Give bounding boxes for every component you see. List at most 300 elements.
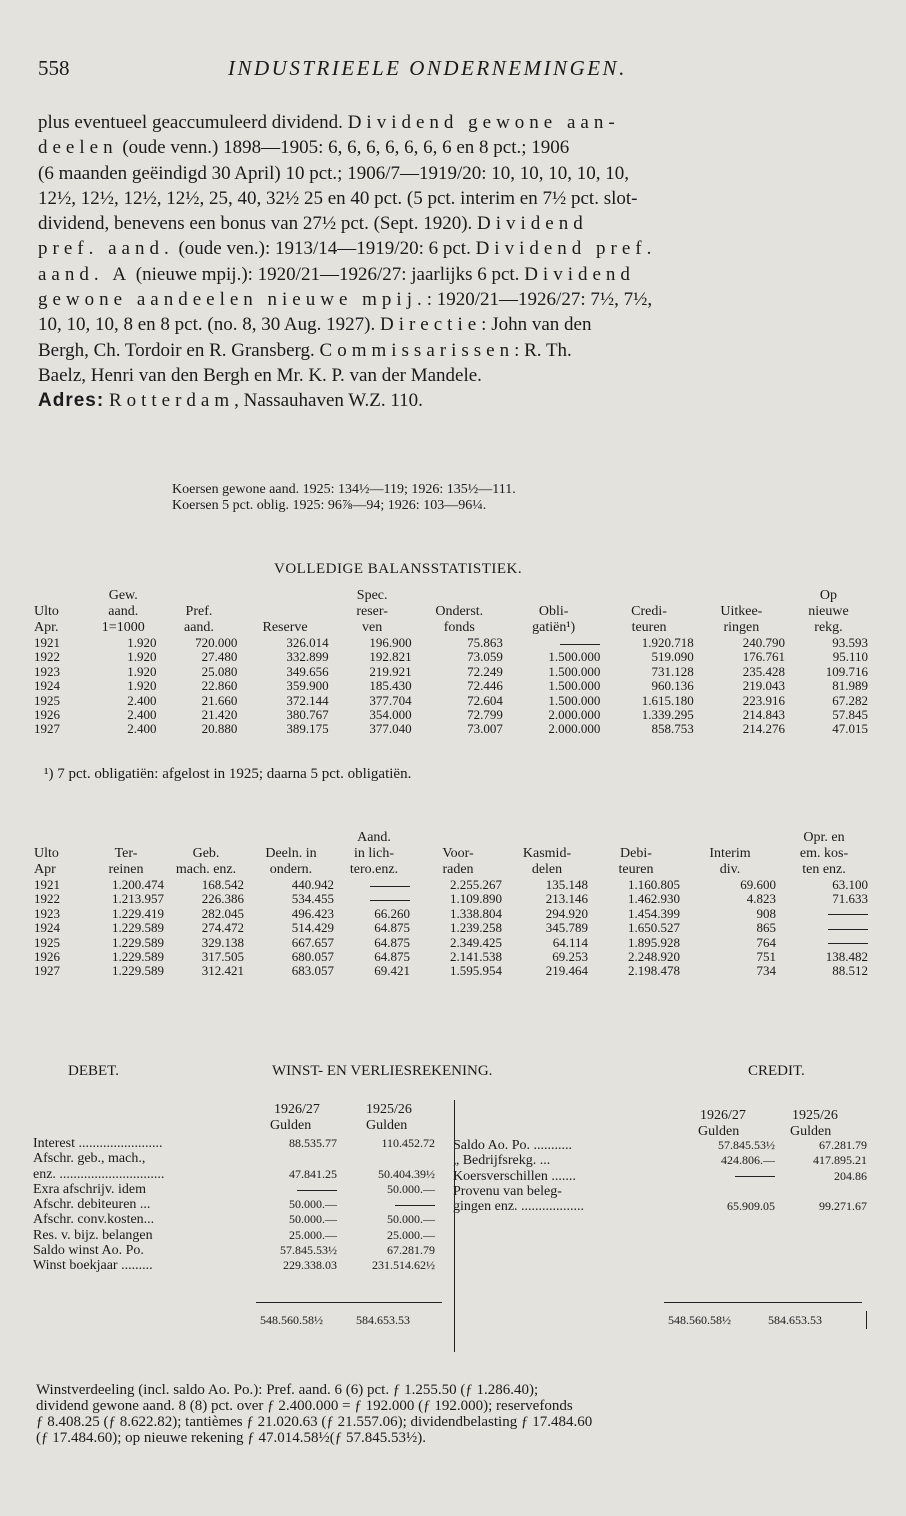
activa-cell: 317.505 bbox=[201, 949, 244, 965]
credit-cell: 417.895.21 bbox=[813, 1153, 867, 1168]
activa-cell: 1921 bbox=[34, 877, 60, 892]
balans-cell: 1925 bbox=[34, 692, 60, 708]
balans-cell: 1922 bbox=[34, 649, 60, 665]
debet-cell bbox=[340, 1151, 438, 1166]
activa-cell: 66.260 bbox=[374, 905, 410, 921]
activa-cell: 69.600 bbox=[740, 877, 776, 892]
debet-cell: 25.000.— bbox=[289, 1227, 337, 1242]
body-line bbox=[38, 236, 870, 261]
dash-mark bbox=[828, 914, 868, 915]
balans-header-cell: nieuwe bbox=[808, 604, 849, 619]
balans-header-row bbox=[32, 588, 870, 604]
balans-cell: 72.249 bbox=[467, 663, 503, 679]
balans-cell: 1.920 bbox=[127, 649, 157, 665]
credit-row bbox=[450, 1184, 870, 1199]
credit-cell: 67.281.79 bbox=[819, 1138, 867, 1152]
credit-cell: 204.86 bbox=[834, 1168, 867, 1183]
credit-unit-a: Gulden bbox=[698, 1124, 740, 1139]
footer-line: dividend gewone aand. 8 (8) pct. over ƒ 2.400.000 = ƒ 192.000 (ƒ 192.000); reservefonds bbox=[36, 1398, 573, 1414]
debet-cell: Winst boekjaar ......... bbox=[33, 1258, 153, 1274]
credit-row bbox=[450, 1199, 870, 1214]
balans-cell: 2.000.000 bbox=[548, 707, 601, 723]
balans-header-cell: aand. bbox=[183, 620, 214, 635]
dash-mark bbox=[828, 943, 868, 944]
balans-header-cell: Ulto bbox=[34, 604, 59, 619]
body-segment: aand. A bbox=[38, 263, 132, 285]
balans-cell: 219.921 bbox=[369, 663, 412, 679]
body-segment: (oude ven.): 1913/14—1919/20: 6 pct. bbox=[173, 238, 476, 260]
balans-row bbox=[32, 665, 870, 679]
body-line bbox=[38, 211, 870, 236]
debet-year-a: 1926/27 bbox=[274, 1102, 320, 1117]
credit-table bbox=[450, 1138, 870, 1214]
debet-cell bbox=[340, 1197, 438, 1212]
activa-header-cell: Aand. bbox=[357, 830, 391, 845]
debet-total-rule bbox=[256, 1302, 442, 1303]
body-segment: Rotterdam bbox=[108, 390, 235, 412]
activa-cell: 1.160.805 bbox=[628, 877, 680, 892]
balans-cell: 95.110 bbox=[832, 649, 868, 665]
body-line bbox=[38, 110, 870, 135]
activa-header-cell: tero.enz. bbox=[349, 862, 399, 877]
balans-cell: 377.040 bbox=[369, 721, 412, 737]
activa-row bbox=[32, 921, 870, 935]
credit-row bbox=[450, 1169, 870, 1184]
debet-cell: Saldo winst Ao. Po. bbox=[33, 1243, 144, 1259]
activa-cell: 1926 bbox=[34, 949, 60, 965]
balans-row bbox=[32, 679, 870, 693]
debet-row bbox=[30, 1228, 438, 1243]
activa-header-cell: mach. enz. bbox=[175, 862, 237, 877]
balans-cell: 214.276 bbox=[742, 721, 785, 737]
balans-cell: 73.007 bbox=[467, 721, 503, 737]
body-segment: Adres: bbox=[38, 390, 105, 412]
credit-total-b: 584.653.53 bbox=[768, 1313, 822, 1327]
activa-cell: 64.875 bbox=[374, 949, 410, 965]
activa-cell bbox=[778, 907, 870, 921]
activa-cell: 1.229.589 bbox=[112, 934, 164, 950]
body-line bbox=[38, 135, 870, 160]
debet-label: DEBET. bbox=[68, 1063, 119, 1079]
balans-cell: 1926 bbox=[34, 707, 60, 723]
balans-cell: 67.282 bbox=[832, 692, 868, 708]
company-description bbox=[38, 110, 870, 414]
balans-cell: 354.000 bbox=[369, 707, 412, 723]
activa-cell: 865 bbox=[756, 920, 776, 936]
activa-cell: 219.464 bbox=[545, 963, 588, 979]
balans-cell: 1.615.180 bbox=[641, 692, 694, 708]
debet-cell: 67.281.79 bbox=[387, 1243, 435, 1258]
debet-year-b: 1925/26 bbox=[366, 1102, 412, 1117]
balans-cell: 1.500.000 bbox=[548, 649, 601, 665]
activa-cell: 1.109.890 bbox=[450, 891, 502, 907]
activa-header-cell bbox=[504, 830, 590, 846]
activa-cell bbox=[778, 936, 870, 950]
balans-cell: 519.090 bbox=[651, 649, 694, 665]
activa-header-cell: Apr bbox=[34, 862, 56, 877]
page-number: 558 bbox=[38, 56, 70, 80]
balans-cell: 192.821 bbox=[369, 649, 412, 665]
body-line bbox=[38, 186, 870, 211]
balans-header-cell: ringen bbox=[723, 620, 760, 635]
balans-table bbox=[32, 588, 870, 737]
debet-row bbox=[30, 1258, 438, 1273]
balans-cell: 219.043 bbox=[742, 678, 785, 694]
balans-header-cell: reser- bbox=[356, 604, 388, 619]
activa-header-cell bbox=[682, 830, 778, 846]
debet-cell: 50.000.— bbox=[387, 1212, 435, 1227]
ledger-divider bbox=[454, 1100, 455, 1352]
debet-row bbox=[30, 1151, 438, 1166]
credit-cell: „ Bedrijfsrekg. ... bbox=[453, 1153, 551, 1169]
balans-cell: 1.920.718 bbox=[641, 635, 694, 650]
activa-header-row bbox=[32, 862, 870, 878]
activa-cell: 1924 bbox=[34, 920, 60, 936]
body-segment: plus eventueel geaccumuleerd dividend. bbox=[38, 112, 348, 133]
balans-cell: 2.400 bbox=[127, 707, 157, 723]
debet-cell: 50.000.— bbox=[289, 1197, 337, 1212]
balans-row bbox=[32, 636, 870, 650]
debet-cell: Exra afschrijv. idem bbox=[33, 1181, 146, 1197]
activa-header-cell: ondern. bbox=[269, 862, 313, 877]
body-segment: Dividend bbox=[524, 263, 635, 285]
balans-cell: 1.500.000 bbox=[548, 692, 601, 708]
debet-row bbox=[30, 1243, 438, 1258]
dash-mark bbox=[735, 1176, 775, 1177]
activa-cell: 2.248.920 bbox=[628, 949, 680, 965]
activa-cell: 440.942 bbox=[291, 877, 334, 892]
body-line bbox=[38, 287, 870, 312]
balans-header-cell bbox=[159, 588, 240, 604]
body-line bbox=[38, 312, 870, 337]
balans-cell: 1924 bbox=[34, 678, 60, 694]
body-segment: (oude venn.) 1898—1905: 6, 6, 6, 6, 6, 6, 6 en 8 pct.; 1906 bbox=[117, 137, 570, 159]
credit-row bbox=[450, 1153, 870, 1168]
balans-cell: 21.660 bbox=[201, 692, 238, 708]
balans-header-cell bbox=[414, 588, 505, 604]
balans-cell: 2.400 bbox=[127, 721, 157, 737]
balans-cell: 214.843 bbox=[742, 707, 785, 723]
balans-header-cell: 1=1000 bbox=[101, 620, 145, 635]
debet-cell: Interest ........................ bbox=[33, 1136, 163, 1151]
activa-cell: 1.213.957 bbox=[112, 891, 164, 907]
activa-cell: 764 bbox=[756, 934, 776, 950]
balans-header-cell: Obli- bbox=[538, 604, 569, 619]
balans-cell: 389.175 bbox=[286, 721, 329, 737]
debet-cell: 229.338.03 bbox=[283, 1258, 337, 1273]
activa-cell: 71.633 bbox=[832, 891, 868, 907]
dash-mark bbox=[828, 929, 868, 930]
activa-cell: 282.045 bbox=[201, 905, 244, 921]
activa-header-cell: Deeln. in bbox=[265, 846, 317, 861]
balans-cell: 372.144 bbox=[286, 692, 329, 708]
balans-cell: 235.428 bbox=[742, 663, 785, 679]
footer-line: Winstverdeeling (incl. saldo Ao. Po.): Pref. aand. 6 (6) pct. ƒ 1.255.50 (ƒ 1.286.40); bbox=[36, 1382, 539, 1398]
activa-cell: 2.349.425 bbox=[450, 934, 502, 950]
balans-header-cell bbox=[239, 604, 330, 620]
credit-total-mark bbox=[866, 1311, 867, 1329]
credit-label: CREDIT. bbox=[748, 1063, 805, 1079]
debet-cell: 110.452.72 bbox=[381, 1136, 435, 1150]
balans-header-cell: gatiën¹) bbox=[532, 620, 576, 635]
activa-cell: 213.146 bbox=[545, 891, 588, 907]
activa-header-cell: Ulto bbox=[34, 846, 59, 861]
activa-header-cell: delen bbox=[531, 862, 563, 877]
balans-cell: 1.920 bbox=[127, 678, 157, 694]
dash-mark bbox=[297, 1190, 337, 1191]
activa-cell: 63.100 bbox=[832, 877, 868, 892]
debet-cell: enz. .............................. bbox=[33, 1166, 165, 1182]
activa-cell: 69.253 bbox=[552, 949, 588, 965]
activa-cell: 496.423 bbox=[291, 905, 334, 921]
activa-row bbox=[32, 964, 870, 978]
debet-cell bbox=[248, 1151, 340, 1166]
balans-header-row bbox=[32, 620, 870, 636]
activa-cell: 4.823 bbox=[746, 891, 776, 907]
balans-cell: 1.339.295 bbox=[641, 707, 694, 723]
balans-header-cell bbox=[505, 588, 602, 604]
activa-cell: 1927 bbox=[34, 963, 60, 979]
balans-header-cell: Spec. bbox=[356, 588, 388, 603]
debet-cell: Afschr. debiteuren ... bbox=[33, 1197, 151, 1213]
balans-cell: 72.446 bbox=[467, 678, 503, 694]
activa-cell: 1925 bbox=[34, 934, 60, 950]
body-segment: : 1920/21—1926/27: 7½, 7½, bbox=[426, 289, 653, 311]
activa-row bbox=[32, 907, 870, 921]
balans-cell: 1921 bbox=[34, 635, 60, 650]
balans-header-cell: ven bbox=[362, 620, 383, 635]
balans-cell: 57.845 bbox=[832, 707, 868, 723]
activa-cell bbox=[778, 921, 870, 935]
body-segment: Dividend gewone aan- bbox=[347, 112, 620, 133]
balans-cell bbox=[505, 636, 602, 650]
activa-cell: 2.255.267 bbox=[450, 877, 502, 892]
activa-cell: 1.239.258 bbox=[450, 920, 502, 936]
activa-header-cell bbox=[32, 830, 86, 846]
running-title: INDUSTRIEELE ONDERNEMINGEN. bbox=[228, 56, 627, 80]
activa-cell: 345.789 bbox=[545, 920, 588, 936]
activa-cell: 1923 bbox=[34, 905, 60, 921]
balans-header-cell: Reserve bbox=[262, 620, 308, 635]
balans-header-cell: Op bbox=[819, 588, 838, 603]
balans-cell: 20.880 bbox=[201, 721, 238, 737]
activa-cell: 2.141.538 bbox=[450, 949, 502, 965]
debet-cell: 231.514.62½ bbox=[372, 1258, 435, 1273]
credit-total-rule bbox=[664, 1302, 862, 1303]
body-segment: deelen bbox=[38, 137, 118, 159]
credit-cell: 99.271.67 bbox=[819, 1199, 867, 1214]
debet-unit-a: Gulden bbox=[270, 1118, 312, 1133]
credit-cell bbox=[778, 1184, 870, 1199]
body-line bbox=[38, 363, 870, 388]
balans-header-cell: Pref. bbox=[185, 604, 213, 619]
body-segment: Dividend pref. bbox=[475, 238, 657, 260]
activa-header-cell: div. bbox=[719, 862, 741, 877]
balans-row bbox=[32, 650, 870, 664]
debet-row bbox=[30, 1136, 438, 1151]
koersen-line-1: Koersen gewone aand. 1925: 134½—119; 1926: 135½—111. bbox=[172, 482, 516, 497]
balans-cell: 1.920 bbox=[127, 635, 157, 650]
activa-header-cell: em. kos- bbox=[799, 846, 849, 861]
activa-cell: 274.472 bbox=[201, 920, 244, 936]
activa-cell: 1.229.589 bbox=[112, 949, 164, 965]
activa-cell: 2.198.478 bbox=[628, 963, 680, 979]
activa-row bbox=[32, 950, 870, 964]
activa-cell: 1.895.928 bbox=[628, 934, 680, 950]
activa-cell: 734 bbox=[756, 963, 776, 979]
balans-title: VOLLEDIGE BALANSSTATISTIEK. bbox=[274, 561, 523, 577]
debet-cell: 88.535.77 bbox=[289, 1136, 337, 1150]
activa-header-cell bbox=[86, 830, 166, 846]
activa-cell: 312.421 bbox=[201, 963, 244, 979]
activa-header-cell: Kasmid- bbox=[522, 846, 572, 861]
debet-total-a: 548.560.58½ bbox=[260, 1313, 323, 1327]
activa-header-cell: Voor- bbox=[442, 846, 474, 861]
balans-header-row bbox=[32, 604, 870, 620]
balans-header-cell: aand. bbox=[108, 604, 139, 619]
balans-cell: 25.080 bbox=[201, 663, 238, 679]
debet-row bbox=[30, 1197, 438, 1212]
activa-header-cell: Geb. bbox=[192, 846, 220, 861]
balans-cell: 2.000.000 bbox=[548, 721, 601, 737]
activa-cell: 168.542 bbox=[201, 877, 244, 892]
activa-header-cell: Ter- bbox=[114, 846, 138, 861]
activa-cell: 680.057 bbox=[291, 949, 334, 965]
koersen-line-2: Koersen 5 pct. oblig. 1925: 96⅞—94; 1926: 103—96¼. bbox=[172, 498, 487, 513]
body-segment: (nieuwe mpij.): 1920/21—1926/27: jaarlijks 6 pct. bbox=[131, 263, 525, 285]
activa-cell: 1.200.474 bbox=[112, 877, 164, 892]
body-line bbox=[38, 388, 870, 413]
balans-header-cell: teuren bbox=[631, 620, 667, 635]
balans-cell: 72.604 bbox=[467, 692, 503, 708]
balans-cell: 377.704 bbox=[369, 692, 412, 708]
credit-total-a: 548.560.58½ bbox=[668, 1313, 731, 1327]
dash-mark bbox=[395, 1205, 435, 1206]
balans-cell: 349.656 bbox=[286, 663, 329, 679]
activa-cell: 667.657 bbox=[291, 934, 334, 950]
activa-row bbox=[32, 936, 870, 950]
debet-cell: 57.845.53½ bbox=[280, 1243, 337, 1258]
balans-cell: 47.015 bbox=[832, 721, 868, 737]
activa-cell: 88.512 bbox=[832, 963, 868, 979]
credit-year-a: 1926/27 bbox=[700, 1108, 746, 1123]
body-line bbox=[38, 161, 870, 186]
body-line bbox=[38, 338, 870, 363]
credit-cell: 65.909.05 bbox=[727, 1199, 775, 1214]
balans-footnote: ¹) 7 pct. obligatiën: afgelost in 1925; daarna 5 pct. obligatiën. bbox=[44, 766, 412, 782]
balans-header-cell bbox=[602, 588, 695, 604]
credit-cell: Saldo Ao. Po. ........... bbox=[453, 1138, 573, 1153]
body-segment: , Nassauhaven W.Z. 110. bbox=[234, 390, 423, 412]
activa-row bbox=[32, 878, 870, 892]
balans-cell: 223.916 bbox=[742, 692, 785, 708]
debet-cell: 50.000.— bbox=[387, 1181, 435, 1196]
balans-header-cell: Onderst. bbox=[435, 604, 484, 619]
body-segment: : R. Th. bbox=[514, 339, 572, 361]
debet-table bbox=[30, 1136, 438, 1274]
debet-unit-b: Gulden bbox=[366, 1118, 408, 1133]
activa-cell: 683.057 bbox=[291, 963, 334, 979]
debet-cell: Res. v. bijz. belangen bbox=[33, 1227, 153, 1243]
credit-cell: 57.845.53½ bbox=[718, 1138, 775, 1152]
winstverdeeling-paragraph bbox=[36, 1382, 876, 1446]
debet-cell bbox=[248, 1182, 340, 1197]
balans-header-cell: Credi- bbox=[631, 604, 667, 619]
body-segment: Commissarissen bbox=[319, 339, 515, 361]
balans-cell: 72.799 bbox=[467, 707, 503, 723]
balans-cell: 93.593 bbox=[832, 635, 868, 650]
activa-cell: 908 bbox=[756, 905, 776, 921]
credit-cell bbox=[670, 1169, 778, 1184]
activa-cell: 135.148 bbox=[545, 877, 588, 892]
activa-cell: 1.338.804 bbox=[450, 905, 502, 921]
body-segment: pref. aand. bbox=[38, 238, 174, 260]
balans-header-cell: fonds bbox=[443, 620, 475, 635]
activa-cell: 294.920 bbox=[545, 905, 588, 921]
body-line bbox=[38, 262, 870, 287]
activa-cell: 1.462.930 bbox=[628, 891, 680, 907]
balans-cell: 380.767 bbox=[286, 707, 329, 723]
balans-header-cell bbox=[696, 588, 787, 604]
debet-total-b: 584.653.53 bbox=[356, 1313, 410, 1327]
activa-cell: 64.875 bbox=[374, 934, 410, 950]
debet-row bbox=[30, 1182, 438, 1197]
credit-cell: Provenu van beleg- bbox=[453, 1183, 562, 1199]
balans-cell: 1.500.000 bbox=[548, 678, 601, 694]
balans-header-cell: Apr. bbox=[34, 620, 59, 635]
footer-line: (ƒ 17.484.60); op nieuwe rekening ƒ 47.014.58½(ƒ 57.845.53½). bbox=[36, 1430, 426, 1446]
activa-header-cell: teuren bbox=[618, 862, 654, 877]
credit-year-b: 1925/26 bbox=[792, 1108, 838, 1123]
dash-mark bbox=[370, 900, 410, 901]
balans-cell: 858.753 bbox=[651, 721, 694, 737]
balans-row bbox=[32, 708, 870, 722]
body-segment: 10, 10, 10, 8 en 8 pct. (no. 8, 30 Aug. 1927). bbox=[38, 314, 380, 336]
activa-header-cell: in lich- bbox=[353, 846, 395, 861]
balans-cell: 185.430 bbox=[369, 678, 412, 694]
activa-header-cell bbox=[166, 830, 246, 846]
balans-cell: 1.920 bbox=[127, 663, 157, 679]
balans-row bbox=[32, 722, 870, 736]
debet-cell: 50.404.39½ bbox=[378, 1166, 435, 1181]
balans-header-cell: rekg. bbox=[814, 620, 843, 635]
winst-title: WINST- EN VERLIESREKENING. bbox=[272, 1063, 493, 1079]
activa-table bbox=[32, 830, 870, 979]
debet-cell: Afschr. conv.kosten... bbox=[33, 1212, 155, 1228]
activa-cell: 1.229.419 bbox=[112, 905, 164, 921]
body-segment: dividend, benevens een bonus van 27½ pct. (Sept. 1920). bbox=[38, 213, 478, 235]
balans-cell: 731.128 bbox=[651, 663, 694, 679]
activa-cell bbox=[336, 878, 412, 892]
activa-header-cell bbox=[246, 830, 336, 846]
dash-mark bbox=[370, 886, 410, 887]
debet-cell: 47.841.25 bbox=[289, 1166, 337, 1181]
activa-cell: 64.114 bbox=[552, 934, 588, 950]
balans-cell: 196.900 bbox=[369, 635, 412, 650]
activa-header-row bbox=[32, 846, 870, 862]
activa-header-cell: reinen bbox=[108, 862, 144, 877]
balans-cell: 332.899 bbox=[286, 649, 329, 665]
balans-cell: 27.480 bbox=[201, 649, 238, 665]
credit-cell: Koersverschillen ....... bbox=[453, 1168, 576, 1184]
balans-cell: 326.014 bbox=[286, 635, 329, 650]
activa-cell: 138.482 bbox=[825, 949, 868, 965]
activa-header-cell bbox=[590, 830, 682, 846]
balans-cell: 960.136 bbox=[651, 678, 694, 694]
credit-cell: 424.806.— bbox=[721, 1153, 775, 1168]
balans-cell: 720.000 bbox=[195, 635, 238, 650]
activa-header-cell: Interim bbox=[709, 846, 751, 861]
